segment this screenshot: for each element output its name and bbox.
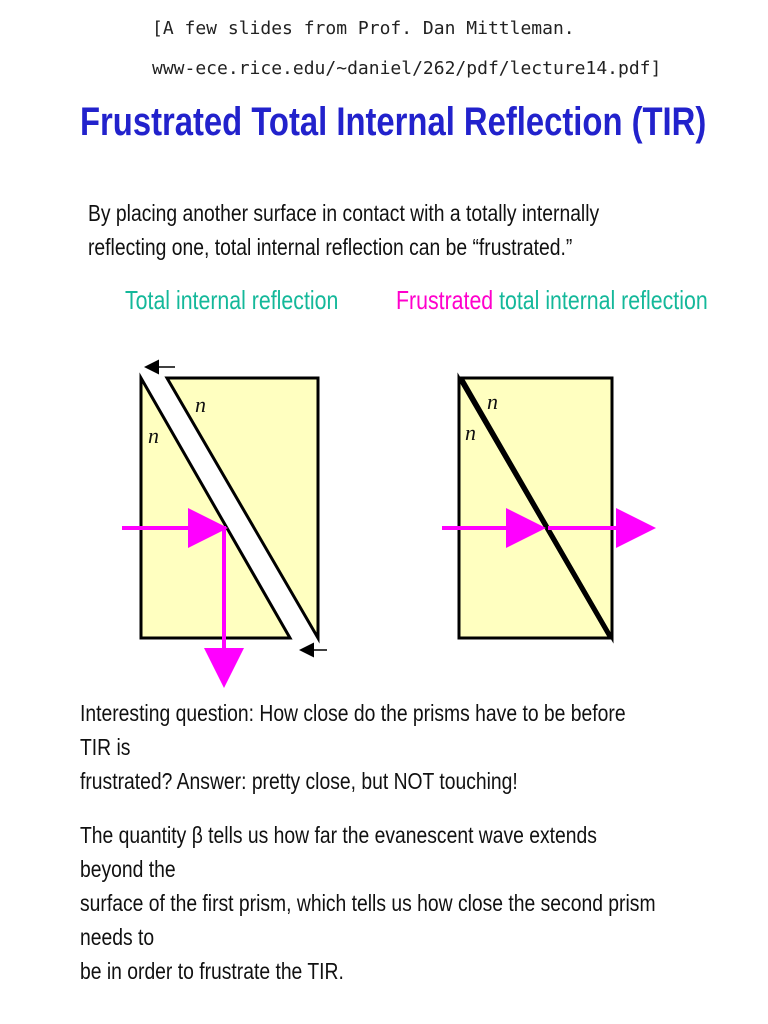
left-upper-n-label: n (195, 392, 206, 417)
question-paragraph (80, 696, 658, 798)
tir-diagram (122, 367, 327, 680)
explanation-line-1: The quantity β tells us how far the evanescent wave extends beyond the (80, 822, 597, 882)
explanation-paragraph (80, 818, 658, 988)
source-citation-line2: www-ece.rice.edu/~daniel/262/pdf/lecture14.pdf] (152, 58, 662, 79)
frustrated-tir-diagram (442, 378, 648, 638)
right-lower-n-label: n (465, 420, 476, 445)
intro-line-1: By placing another surface in contact with a totally internally (88, 200, 600, 226)
label-frustrated-word: Frustrated (396, 285, 494, 315)
label-total-internal-reflection: Total internal reflection (125, 285, 339, 315)
question-line-1: Interesting question: How close do the prisms have to be before TIR is (80, 700, 626, 760)
page-title: Frustrated Total Internal Reflection (TIR) (80, 100, 707, 144)
intro-line-2: reflecting one, total internal reflection can be “frustrated.” (88, 234, 573, 260)
question-line-2: frustrated? Answer: pretty close, but NOT touching! (80, 768, 518, 794)
explanation-line-2: surface of the first prism, which tells us how close the second prism needs to (80, 890, 656, 950)
label-frustrated-rest: total internal reflection (493, 285, 708, 315)
right-upper-n-label: n (487, 389, 498, 414)
left-lower-n-label: n (148, 423, 159, 448)
explanation-line-3: be in order to frustrate the TIR. (80, 958, 344, 984)
source-citation-line1: [A few slides from Prof. Dan Mittleman. (152, 18, 575, 39)
